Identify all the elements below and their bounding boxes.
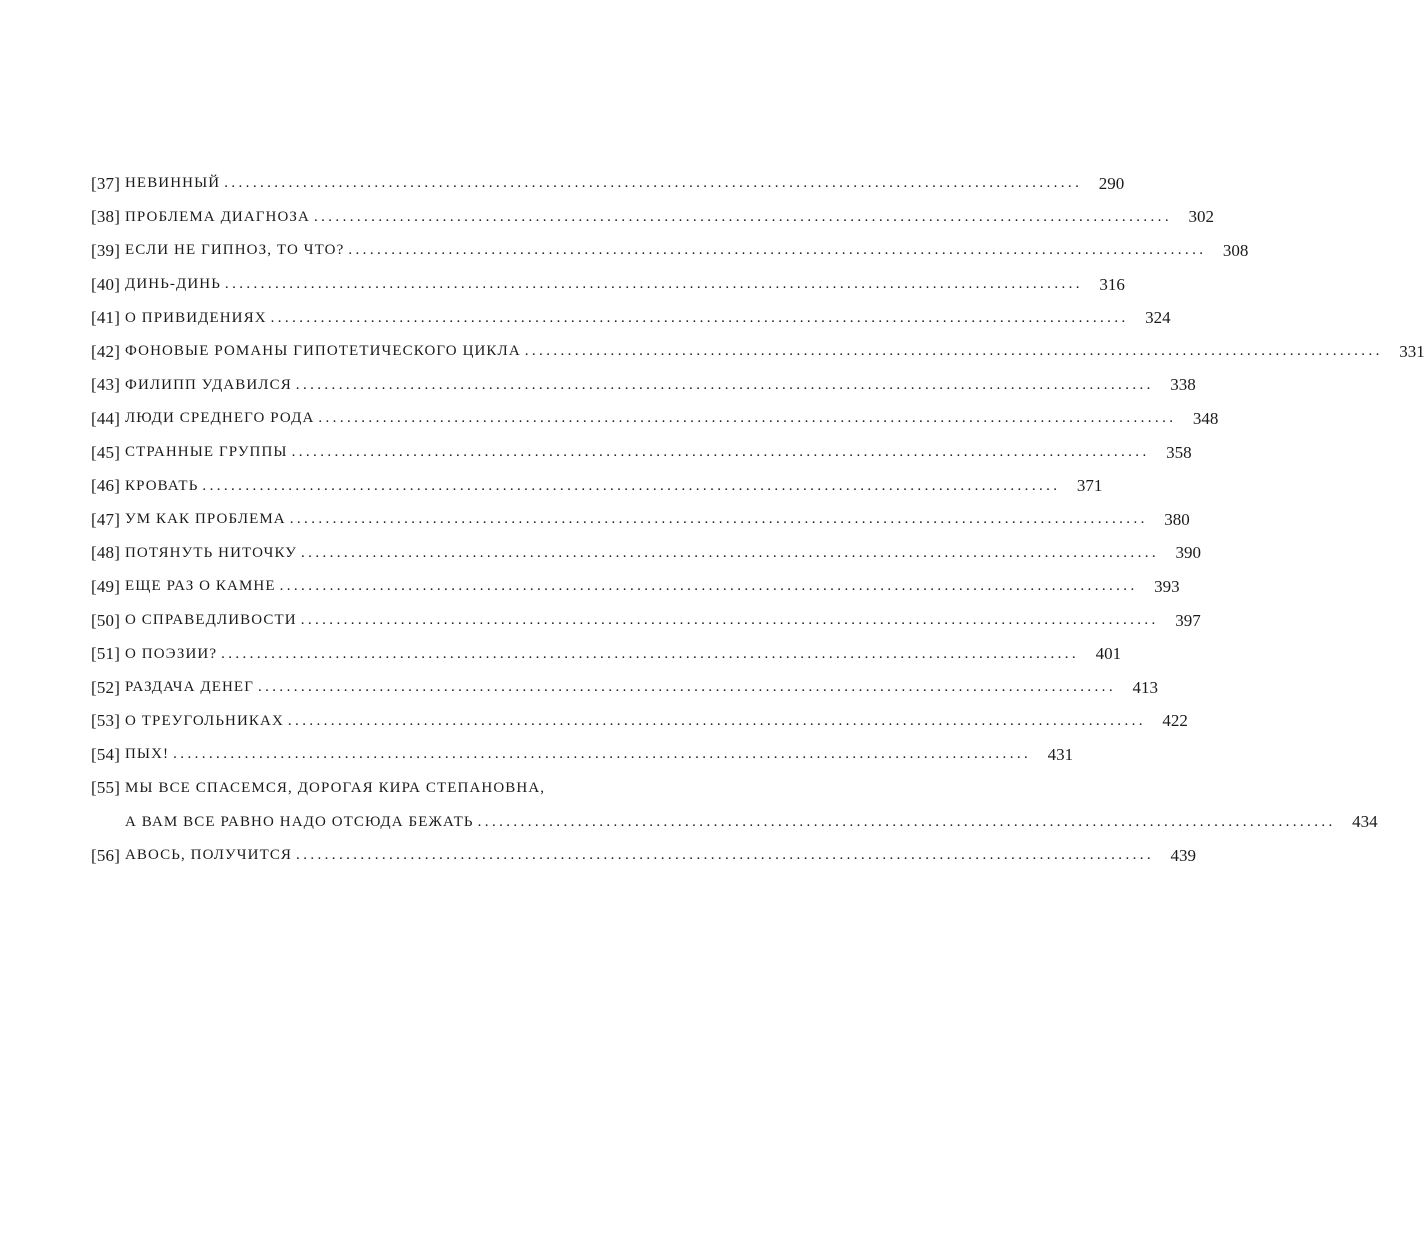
dot-leader: ........................................................................................................................: [524, 343, 1383, 360]
toc-entry[interactable]: [91, 234, 1249, 268]
entry-number: [50]: [91, 610, 121, 630]
entry-line-2: [91, 805, 1378, 839]
toc-entry[interactable]: [91, 738, 1074, 772]
entry-page-number: 393: [1154, 576, 1180, 596]
entry-title: ЕЩЕ РАЗ О КАМНЕ: [125, 578, 276, 595]
entry-number: [55]: [91, 778, 121, 798]
dot-leader: ........................................................................................................................: [202, 477, 1061, 494]
entry-title: МЫ ВСЕ СПАСЕМСЯ, ДОРОГАЯ КИРА СТЕПАНОВНА,: [125, 779, 546, 796]
toc-entry[interactable]: [91, 839, 1197, 873]
entry-number: [39]: [91, 240, 121, 260]
dot-leader: ........................................................................................................................: [300, 612, 1159, 629]
entry-title: ЛЮДИ СРЕДНЕГО РОДА: [125, 410, 315, 427]
entry-number: [52]: [91, 677, 121, 697]
toc-entry[interactable]: [91, 268, 1125, 302]
entry-page-number: 348: [1192, 408, 1219, 428]
toc-entry[interactable]: [91, 604, 1201, 638]
entry-number: [45]: [91, 442, 121, 462]
entry-page-number: 390: [1175, 543, 1202, 563]
entry-page-number: 431: [1047, 744, 1074, 764]
entry-number: [53]: [91, 711, 121, 731]
dot-leader: ........................................................................................................................: [257, 679, 1116, 696]
toc-entry[interactable]: [91, 570, 1180, 604]
toc-entry[interactable]: [91, 436, 1192, 470]
toc-entry[interactable]: [91, 637, 1122, 671]
entry-page-number: 324: [1145, 308, 1171, 328]
toc-entry[interactable]: [91, 537, 1202, 571]
entry-title: ЕСЛИ НЕ ГИПНОЗ, ТО ЧТО?: [125, 242, 345, 259]
entry-number: [37]: [91, 173, 121, 193]
entry-title: УМ КАК ПРОБЛЕМА: [125, 511, 286, 528]
entry-title-continued: А ВАМ ВСЕ РАВНО НАДО ОТСЮДА БЕЖАТЬ: [125, 813, 474, 830]
entry-number: [41]: [91, 308, 121, 328]
entry-page-number: 331: [1399, 341, 1425, 361]
dot-leader: ........................................................................................................................: [279, 578, 1138, 595]
toc-entry[interactable]: [91, 369, 1196, 403]
dot-leader: ........................................................................................................................: [296, 847, 1155, 864]
toc-entry[interactable]: [91, 469, 1103, 503]
entry-page-number: 401: [1095, 644, 1122, 664]
entry-title: РАЗДАЧА ДЕНЕГ: [125, 679, 254, 696]
dot-leader: ........................................................................................................................: [221, 645, 1080, 662]
dot-leader: ........................................................................................................................: [295, 376, 1154, 393]
entry-page-number: 371: [1076, 476, 1103, 496]
dot-leader: ........................................................................................................................: [289, 511, 1148, 528]
entry-page-number: 397: [1175, 610, 1201, 630]
toc-entry[interactable]: [91, 301, 1171, 335]
toc-entry[interactable]: [91, 201, 1214, 235]
toc-entry[interactable]: [91, 167, 1125, 201]
entry-title: ПРОБЛЕМА ДИАГНОЗА: [125, 208, 310, 225]
dot-leader: ........................................................................................................................: [224, 175, 1083, 192]
entry-title: ПОТЯНУТЬ НИТОЧКУ: [125, 544, 298, 561]
dot-leader: ........................................................................................................................: [318, 410, 1177, 427]
dot-leader: ........................................................................................................................: [270, 309, 1129, 326]
entry-title: О СПРАВЕДЛИВОСТИ: [125, 612, 297, 629]
dot-leader: ........................................................................................................................: [477, 813, 1336, 830]
entry-title: О ТРЕУГОЛЬНИКАХ: [125, 712, 284, 729]
entry-page-number: 338: [1170, 375, 1196, 395]
dot-leader: ........................................................................................................................: [224, 276, 1083, 293]
entry-number: [56]: [91, 845, 121, 865]
entry-number: [43]: [91, 375, 121, 395]
entry-number: [54]: [91, 744, 121, 764]
entry-title: ФОНОВЫЕ РОМАНЫ ГИПОТЕТИЧЕСКОГО ЦИКЛА: [125, 343, 521, 360]
entry-title: КРОВАТЬ: [125, 477, 199, 494]
entry-page-number: 290: [1098, 173, 1125, 193]
entry-title: НЕВИННЫЙ: [125, 175, 221, 192]
entry-number: [40]: [91, 274, 121, 294]
dot-leader: ........................................................................................................................: [301, 544, 1160, 561]
entry-number: [49]: [91, 576, 121, 596]
entry-page-number: 358: [1166, 442, 1192, 462]
toc-entry[interactable]: [91, 402, 1219, 436]
entry-number: [44]: [91, 408, 121, 428]
dot-leader: ........................................................................................................................: [348, 242, 1207, 259]
entry-page-number: 413: [1132, 677, 1158, 697]
entry-title: О ПОЭЗИИ?: [125, 645, 218, 662]
entry-title: СТРАННЫЕ ГРУППЫ: [125, 444, 288, 461]
entry-page-number: 308: [1222, 240, 1249, 260]
dot-leader: ........................................................................................................................: [291, 444, 1150, 461]
entry-page-number: 380: [1164, 509, 1190, 529]
toc-entry[interactable]: [91, 705, 1188, 739]
entry-number: [51]: [91, 644, 121, 664]
entry-page-number: 302: [1188, 207, 1214, 227]
entry-title: ПЫХ!: [125, 746, 170, 763]
entry-line-1: [91, 772, 631, 806]
toc-entry[interactable]: [91, 671, 1158, 705]
dot-leader: ........................................................................................................................: [313, 208, 1172, 225]
table-of-contents: [91, 167, 1425, 872]
entry-title: АВОСЬ, ПОЛУЧИТСЯ: [125, 847, 293, 864]
entry-number: [47]: [91, 509, 121, 529]
dot-leader: ........................................................................................................................: [173, 746, 1032, 763]
entry-page-number: 439: [1170, 845, 1197, 865]
toc-entry[interactable]: [91, 335, 1425, 369]
entry-page-number: 316: [1099, 274, 1125, 294]
entry-title: ДИНЬ-ДИНЬ: [125, 276, 221, 293]
entry-number: [42]: [91, 341, 121, 361]
entry-number: [48]: [91, 543, 121, 563]
entry-number: [38]: [91, 207, 121, 227]
entry-page-number: 434: [1352, 812, 1378, 832]
toc-entry[interactable]: [91, 772, 1378, 839]
dot-leader: ........................................................................................................................: [287, 712, 1146, 729]
entry-title: О ПРИВИДЕНИЯХ: [125, 309, 267, 326]
toc-entry[interactable]: [91, 503, 1190, 537]
entry-number: [46]: [91, 476, 121, 496]
entry-page-number: 422: [1162, 711, 1188, 731]
entry-title: ФИЛИПП УДАВИЛСЯ: [125, 376, 292, 393]
